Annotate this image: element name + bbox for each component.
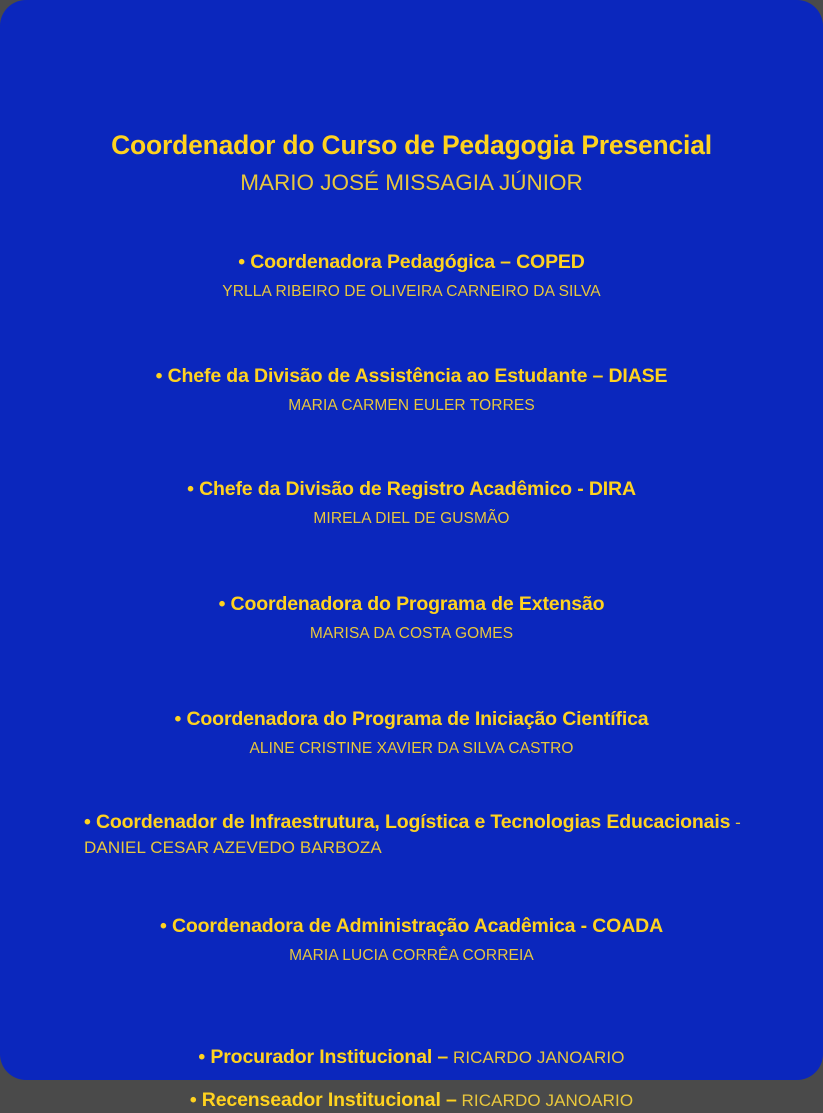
entry-person-name: YRLLA RIBEIRO DE OLIVEIRA CARNEIRO DA SILVA xyxy=(222,282,601,300)
entry-role-label: Recenseador Institucional – xyxy=(201,1088,457,1111)
entry-person-name: - DANIEL CESAR AZEVEDO BARBOZA xyxy=(84,813,741,858)
entry-role xyxy=(64,364,759,389)
entry-person-name: MARIA CARMEN EULER TORRES xyxy=(288,396,535,414)
bullet-icon: • xyxy=(187,477,194,500)
entry-role xyxy=(64,250,759,275)
entry-role xyxy=(64,914,759,939)
bullet-icon: • xyxy=(198,1045,206,1068)
entry-person-name: RICARDO JANOARIO xyxy=(456,1090,634,1110)
coordinator-name: MARIO JOSÉ MISSAGIA JÚNIOR xyxy=(240,169,583,195)
entry-role-label: Coordenadora do Programa de Extensão xyxy=(230,592,605,615)
entry-role xyxy=(64,592,759,617)
entry-person-name: ALINE CRISTINE XAVIER DA SILVA CASTRO xyxy=(249,740,574,757)
entry-person-name: MARISA DA COSTA GOMES xyxy=(309,624,514,642)
entry-role-label: Coordenadora de Administração Acadêmica - COADA xyxy=(171,914,663,937)
entry-role-label: Coordenadora do Programa de Iniciação Científica xyxy=(186,708,649,731)
entry-role-label: Chefe da Divisão de Registro Acadêmico - DIRA xyxy=(199,477,636,500)
entry-person-name: MIRELA DIEL DE GUSMÃO xyxy=(313,509,510,527)
list-item xyxy=(64,1088,759,1113)
entry-role xyxy=(64,477,759,502)
entry-person-name: RICARDO JANOARIO xyxy=(448,1047,625,1067)
list-item xyxy=(64,914,759,966)
entry-role xyxy=(84,810,759,861)
list-item xyxy=(64,592,759,644)
slide-header xyxy=(64,0,759,196)
list-item xyxy=(64,364,759,416)
bullet-icon: • xyxy=(218,592,226,615)
list-item xyxy=(64,250,759,302)
bullet-icon: • xyxy=(238,250,245,273)
entry-role-label: Procurador Institucional – xyxy=(210,1045,449,1068)
bullet-icon: • xyxy=(84,811,91,834)
list-item xyxy=(64,707,759,759)
bullet-icon: • xyxy=(160,914,167,937)
bullet-icon: • xyxy=(174,708,182,731)
list-item xyxy=(64,477,759,529)
entry-role-label: Coordenador de Infraestrutura, Logística e Tecnologias Educacionais xyxy=(95,811,731,834)
entry-role xyxy=(64,707,759,732)
page-title: Coordenador do Curso de Pedagogia Presencial xyxy=(111,130,712,160)
entry-role xyxy=(64,1088,759,1113)
entry-role-label: Chefe da Divisão de Assistência ao Estudante – DIASE xyxy=(167,364,668,387)
entry-role xyxy=(64,1045,759,1070)
list-item xyxy=(64,810,759,861)
entry-person-name: MARIA LUCIA CORRÊA CORREIA xyxy=(289,946,534,964)
entry-role-label: Coordenadora Pedagógica – COPED xyxy=(250,250,585,273)
list-item xyxy=(64,1045,759,1070)
bullet-icon: • xyxy=(155,364,163,387)
bullet-icon: • xyxy=(189,1088,197,1111)
